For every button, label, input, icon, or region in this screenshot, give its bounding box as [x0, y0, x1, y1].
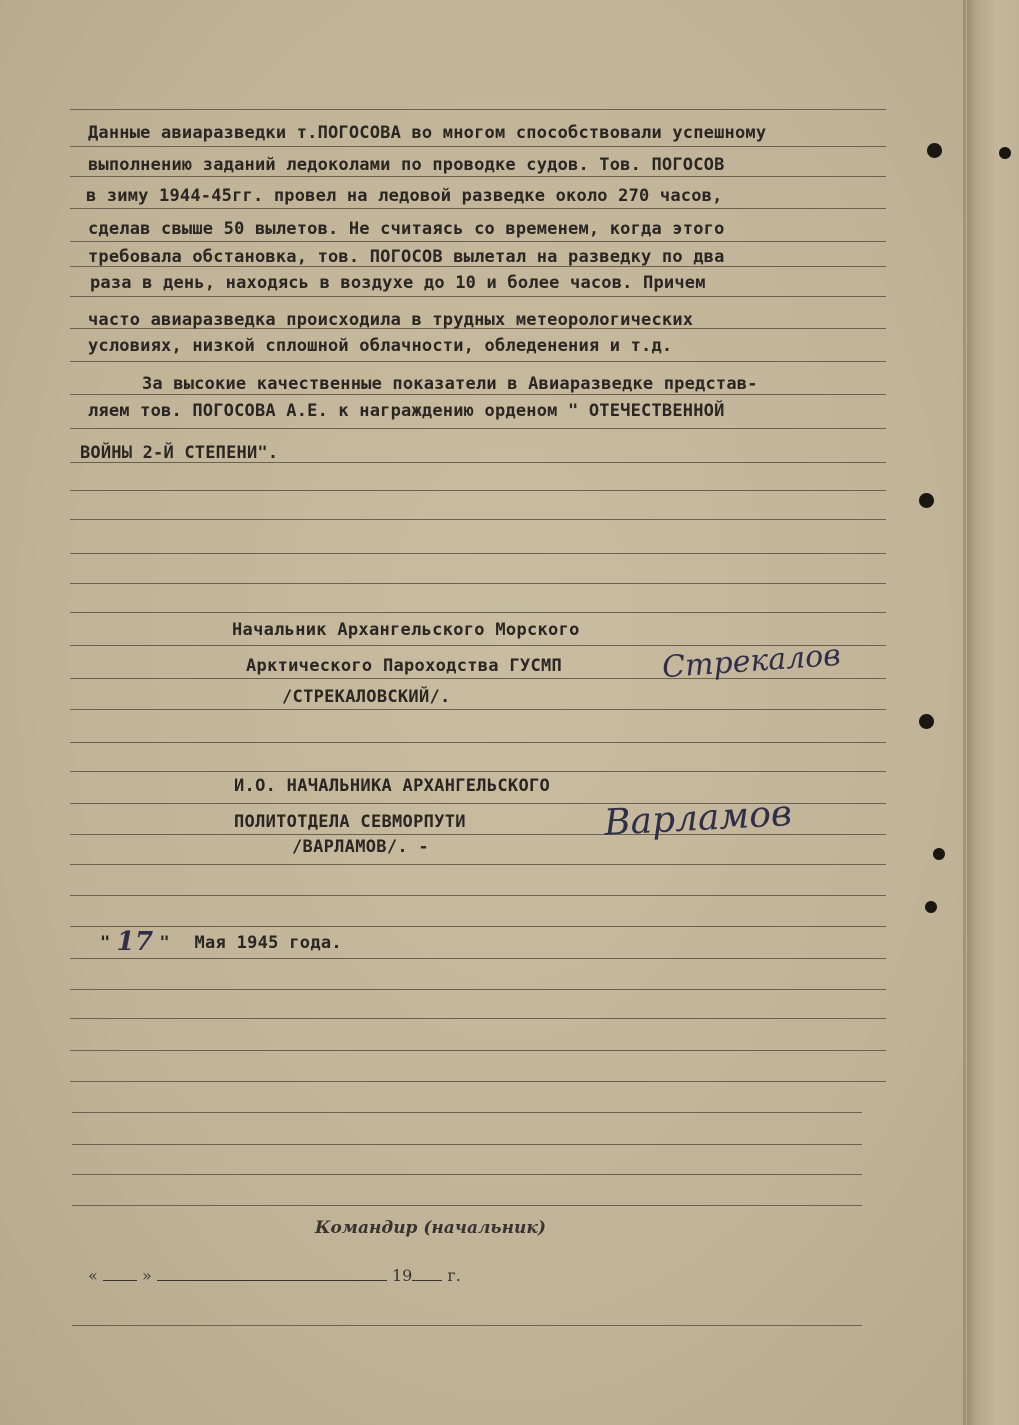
footer-date-line [88, 1266, 461, 1285]
footer-quote-close: » [141, 1266, 152, 1285]
ruled-line [70, 742, 886, 743]
body-line: сделав свыше 50 вылетов. Не считаясь со временем, когда этого [88, 219, 725, 239]
signatory2-org: ПОЛИТОТДЕЛА СЕВМОРПУТИ [234, 812, 466, 832]
ruled-line [72, 1325, 862, 1326]
punch-hole [925, 901, 937, 913]
footer-title: Командир (начальник) [315, 1218, 546, 1238]
footer-quote-open: « [88, 1266, 98, 1285]
punch-hole [919, 714, 934, 729]
body-line: условиях, низкой сплошной облачности, обледенения и т.д. [88, 336, 673, 356]
ruled-line [70, 176, 886, 177]
body-line: требовала обстановка, тов. ПОГОСОВ вылетал на разведку по два [88, 247, 725, 267]
date-close-quote: " [159, 933, 170, 953]
punch-hole [933, 848, 945, 860]
signatory2-name: /ВАРЛАМОВ/. - [292, 837, 429, 857]
ruled-line [70, 926, 886, 927]
body-line: раза в день, находясь в воздухе до 10 и более часов. Причем [90, 273, 706, 293]
body-line: часто авиаразведка происходила в трудных метеорологических [88, 310, 694, 330]
body-line: ВОЙНЫ 2-Й СТЕПЕНИ". [80, 443, 279, 463]
ruled-line [70, 361, 886, 362]
page-edge [967, 0, 1019, 1425]
ruled-line [70, 394, 886, 395]
signatory1-name: /СТРЕКАЛОВСКИЙ/. [282, 687, 451, 707]
ruled-line [70, 109, 886, 110]
body-line: в зиму 1944-45гг. провел на ледовой разведке около 270 часов, [86, 186, 723, 206]
ruled-line [72, 1174, 862, 1175]
document-date [100, 927, 342, 957]
body-line: ляем тов. ПОГОСОВА А.Е. к награждению орденом " ОТЕЧЕСТВЕННОЙ [88, 401, 725, 421]
page-fold [963, 0, 966, 1425]
ruled-line [70, 428, 886, 429]
ruled-line [70, 958, 886, 959]
date-open-quote: " [100, 933, 111, 953]
ruled-line [70, 241, 886, 242]
body-line: выполнению заданий ледоколами по проводке судов. Тов. ПОГОСОВ [88, 155, 725, 175]
ruled-line [72, 1144, 862, 1145]
footer-day-blank [103, 1266, 137, 1281]
date-rest: Мая 1945 года. [194, 933, 342, 953]
signatory1-signature: Стрекалов [660, 637, 842, 686]
ruled-line [70, 895, 886, 896]
ruled-line [70, 989, 886, 990]
ruled-line [70, 296, 886, 297]
punch-hole [927, 143, 942, 158]
footer-year-prefix: 19 [391, 1266, 413, 1285]
ruled-line [72, 1112, 862, 1113]
signatory2-signature: Варламов [603, 793, 793, 844]
ruled-line [70, 208, 886, 209]
ruled-line [70, 1050, 886, 1051]
ruled-line [70, 519, 886, 520]
signatory1-org: Арктического Пароходства ГУСМП [246, 656, 563, 676]
footer-month-blank [157, 1266, 387, 1281]
body-line: За высокие качественные показатели в Авиаразведке представ- [142, 374, 758, 394]
ruled-line [70, 1081, 886, 1082]
ruled-line [70, 709, 886, 710]
ruled-line [70, 864, 886, 865]
footer-year-suffix: г. [447, 1266, 461, 1285]
ruled-line [72, 1205, 862, 1206]
ruled-line [70, 583, 886, 584]
body-line: Данные авиаразведки т.ПОГОСОВА во многом способствовали успешному [88, 123, 767, 143]
ruled-line [70, 1018, 886, 1019]
punch-hole [919, 493, 934, 508]
ruled-line [70, 612, 886, 613]
date-day: 17 [116, 927, 154, 957]
signatory1-title: Начальник Архангельского Морского [232, 620, 580, 640]
ruled-line [70, 490, 886, 491]
signatory2-title: И.О. НАЧАЛЬНИКА АРХАНГЕЛЬСКОГО [234, 776, 551, 796]
ruled-line [70, 771, 886, 772]
footer-year-blank [412, 1266, 442, 1281]
punch-hole [999, 147, 1011, 159]
ruled-line [70, 146, 886, 147]
ruled-line [70, 553, 886, 554]
